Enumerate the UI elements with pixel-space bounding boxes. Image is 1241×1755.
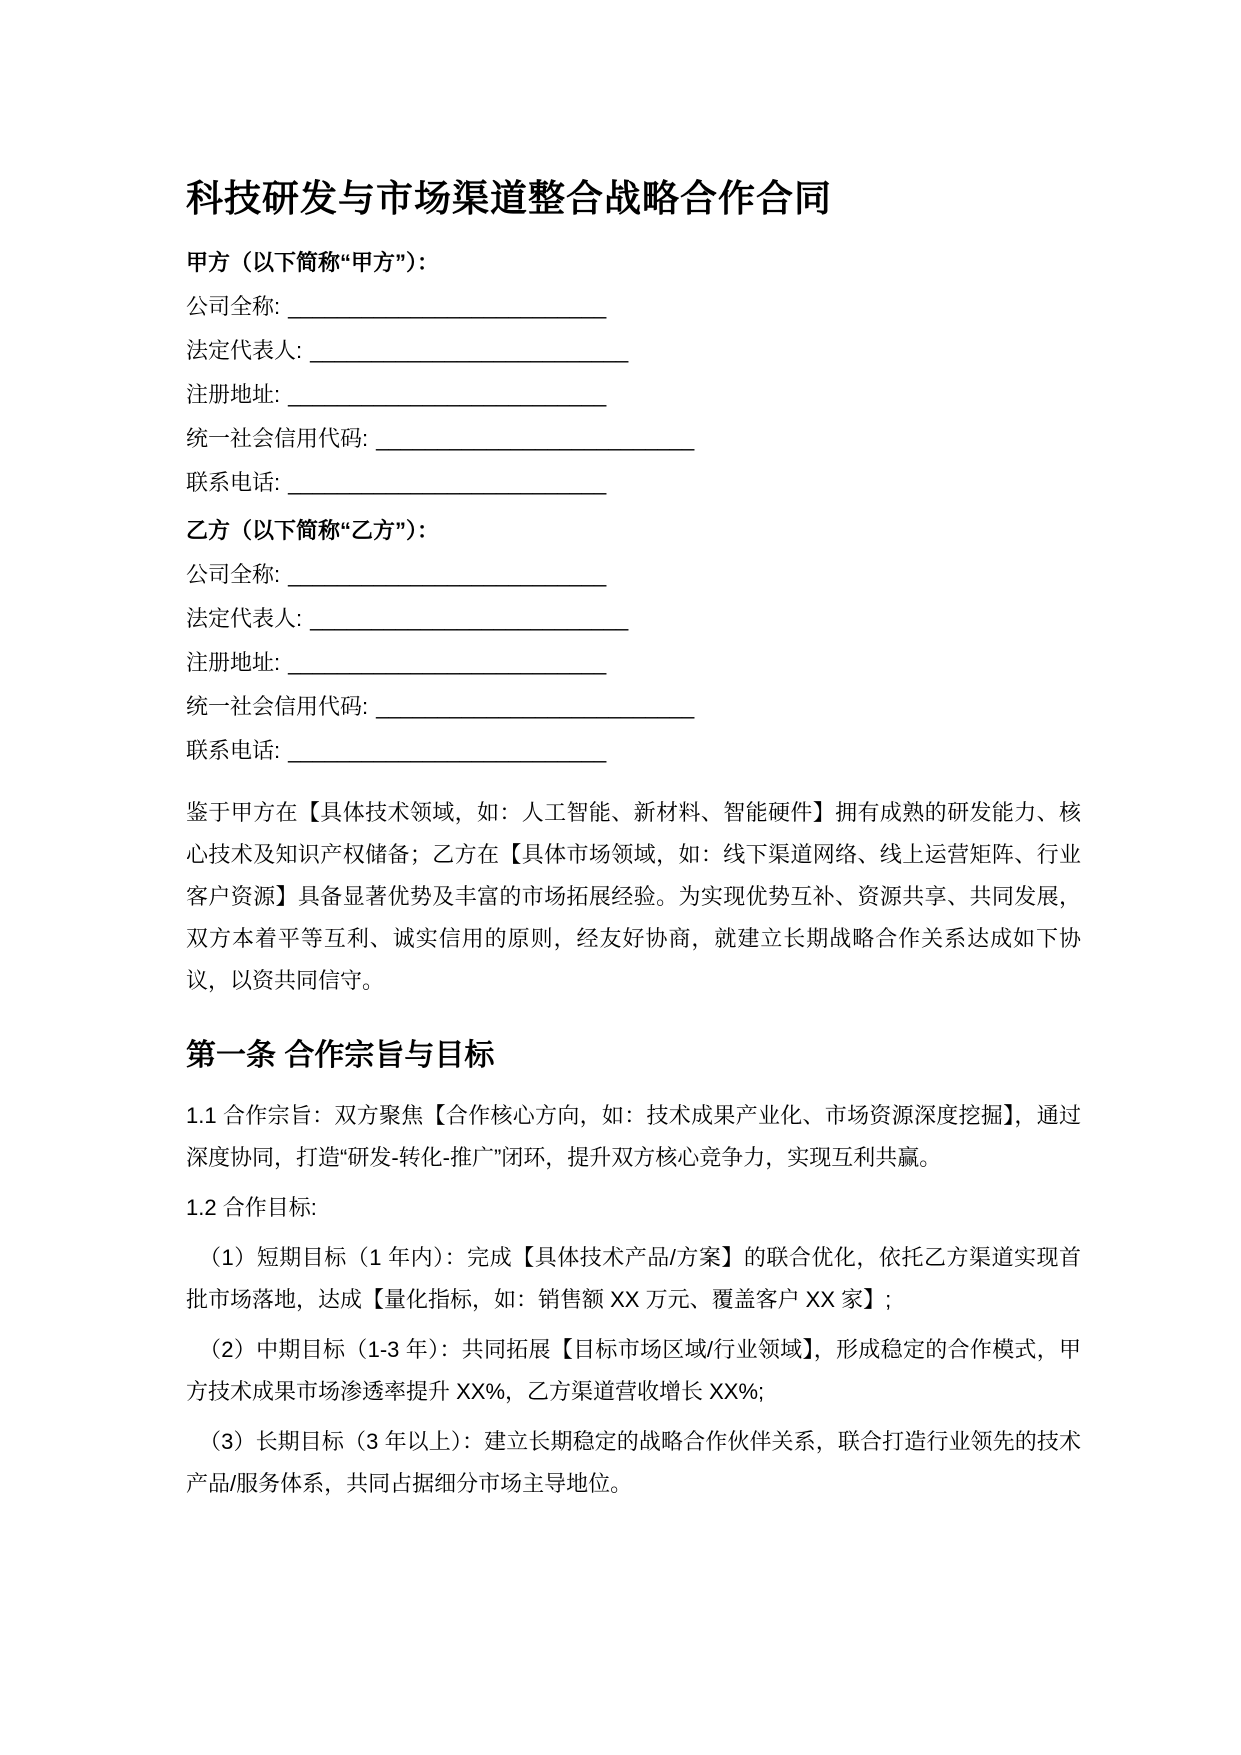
recitals-paragraph: 鉴于甲方在【具体技术领域，如：人工智能、新材料、智能硬件】拥有成熟的研发能力、核心技术及知识产权储备；乙方在【具体市场领域，如：线下渠道网络、线上运营矩阵、行业客户资源】具备显著优势及丰富的市场拓展经验。为实现优势互补、资源共享、共同发展，双方本着平等互利、诚实信用的原则，经友好协商，就建立长期战略合作关系达成如下协议，以资共同信守。 bbox=[186, 800, 1081, 994]
fill-in-blank-legal-representative[interactable]: __________________________ bbox=[310, 338, 629, 364]
fill-in-blank-registered-address[interactable]: __________________________ bbox=[288, 650, 607, 676]
fill-in-blank-registered-address[interactable]: __________________________ bbox=[288, 382, 607, 408]
party-b-field-registered-address bbox=[186, 648, 1081, 678]
fill-in-blank-legal-representative[interactable]: __________________________ bbox=[310, 606, 629, 632]
party-a-field-registered-address bbox=[186, 380, 1081, 410]
goal-item-1-short-term: （1）短期目标（1 年内）：完成【具体技术产品/方案】的联合优化，依托乙方渠道实现首批市场落地，达成【量化指标，如：销售额 XX 万元、覆盖客户 XX 家】; bbox=[186, 1245, 1081, 1313]
party-a-field-legal-representative bbox=[186, 336, 1081, 366]
fill-in-blank-phone[interactable]: __________________________ bbox=[288, 738, 607, 764]
party-a-block bbox=[186, 248, 1081, 498]
party-b-block bbox=[186, 516, 1081, 766]
field-label-phone: 联系电话: bbox=[186, 470, 281, 496]
party-b-field-credit-code bbox=[186, 692, 1081, 722]
goal-item-2-mid-term: （2）中期目标（1-3 年）：共同拓展【目标市场区域/行业领域】，形成稳定的合作模式，甲方技术成果市场渗透率提升 XX%，乙方渠道营收增长 XX%; bbox=[186, 1337, 1081, 1405]
party-a-field-phone bbox=[186, 468, 1081, 498]
goal-item-3-long-term: （3）长期目标（3 年以上）：建立长期稳定的战略合作伙伴关系，联合打造行业领先的技术产品/服务体系，共同占据细分市场主导地位。 bbox=[186, 1429, 1081, 1497]
fill-in-blank-credit-code[interactable]: __________________________ bbox=[376, 426, 695, 452]
fill-in-blank-credit-code[interactable]: __________________________ bbox=[376, 694, 695, 720]
field-label-legal-representative: 法定代表人: bbox=[186, 606, 303, 632]
party-b-field-phone bbox=[186, 736, 1081, 766]
clause-1-1: 1.1 合作宗旨：双方聚焦【合作核心方向，如：技术成果产业化、市场资源深度挖掘】，通过深度协同，打造“研发-转化-推广”闭环，提升双方核心竞争力，实现互利共赢。 bbox=[186, 1103, 1081, 1171]
field-label-credit-code: 统一社会信用代码: bbox=[186, 426, 369, 452]
party-a-field-credit-code bbox=[186, 424, 1081, 454]
fill-in-blank-phone[interactable]: __________________________ bbox=[288, 470, 607, 496]
field-label-registered-address: 注册地址: bbox=[186, 650, 281, 676]
clause-1-2: 1.2 合作目标: bbox=[186, 1195, 317, 1221]
party-a-heading: 甲方（以下简称“甲方”）： bbox=[186, 250, 440, 276]
party-b-heading: 乙方（以下简称“乙方”）： bbox=[186, 518, 440, 544]
party-b-field-legal-representative bbox=[186, 604, 1081, 634]
field-label-phone: 联系电话: bbox=[186, 738, 281, 764]
field-label-company-name: 公司全称: bbox=[186, 294, 281, 320]
fill-in-blank-company-name[interactable]: __________________________ bbox=[288, 294, 607, 320]
field-label-credit-code: 统一社会信用代码: bbox=[186, 694, 369, 720]
party-a-field-company-name bbox=[186, 292, 1081, 322]
document-title: 科技研发与市场渠道整合战略合作合同 bbox=[186, 178, 832, 219]
field-label-company-name: 公司全称: bbox=[186, 562, 281, 588]
section-1-heading: 第一条 合作宗旨与目标 bbox=[186, 1039, 495, 1073]
field-label-registered-address: 注册地址: bbox=[186, 382, 281, 408]
party-b-field-company-name bbox=[186, 560, 1081, 590]
fill-in-blank-company-name[interactable]: __________________________ bbox=[288, 562, 607, 588]
field-label-legal-representative: 法定代表人: bbox=[186, 338, 303, 364]
